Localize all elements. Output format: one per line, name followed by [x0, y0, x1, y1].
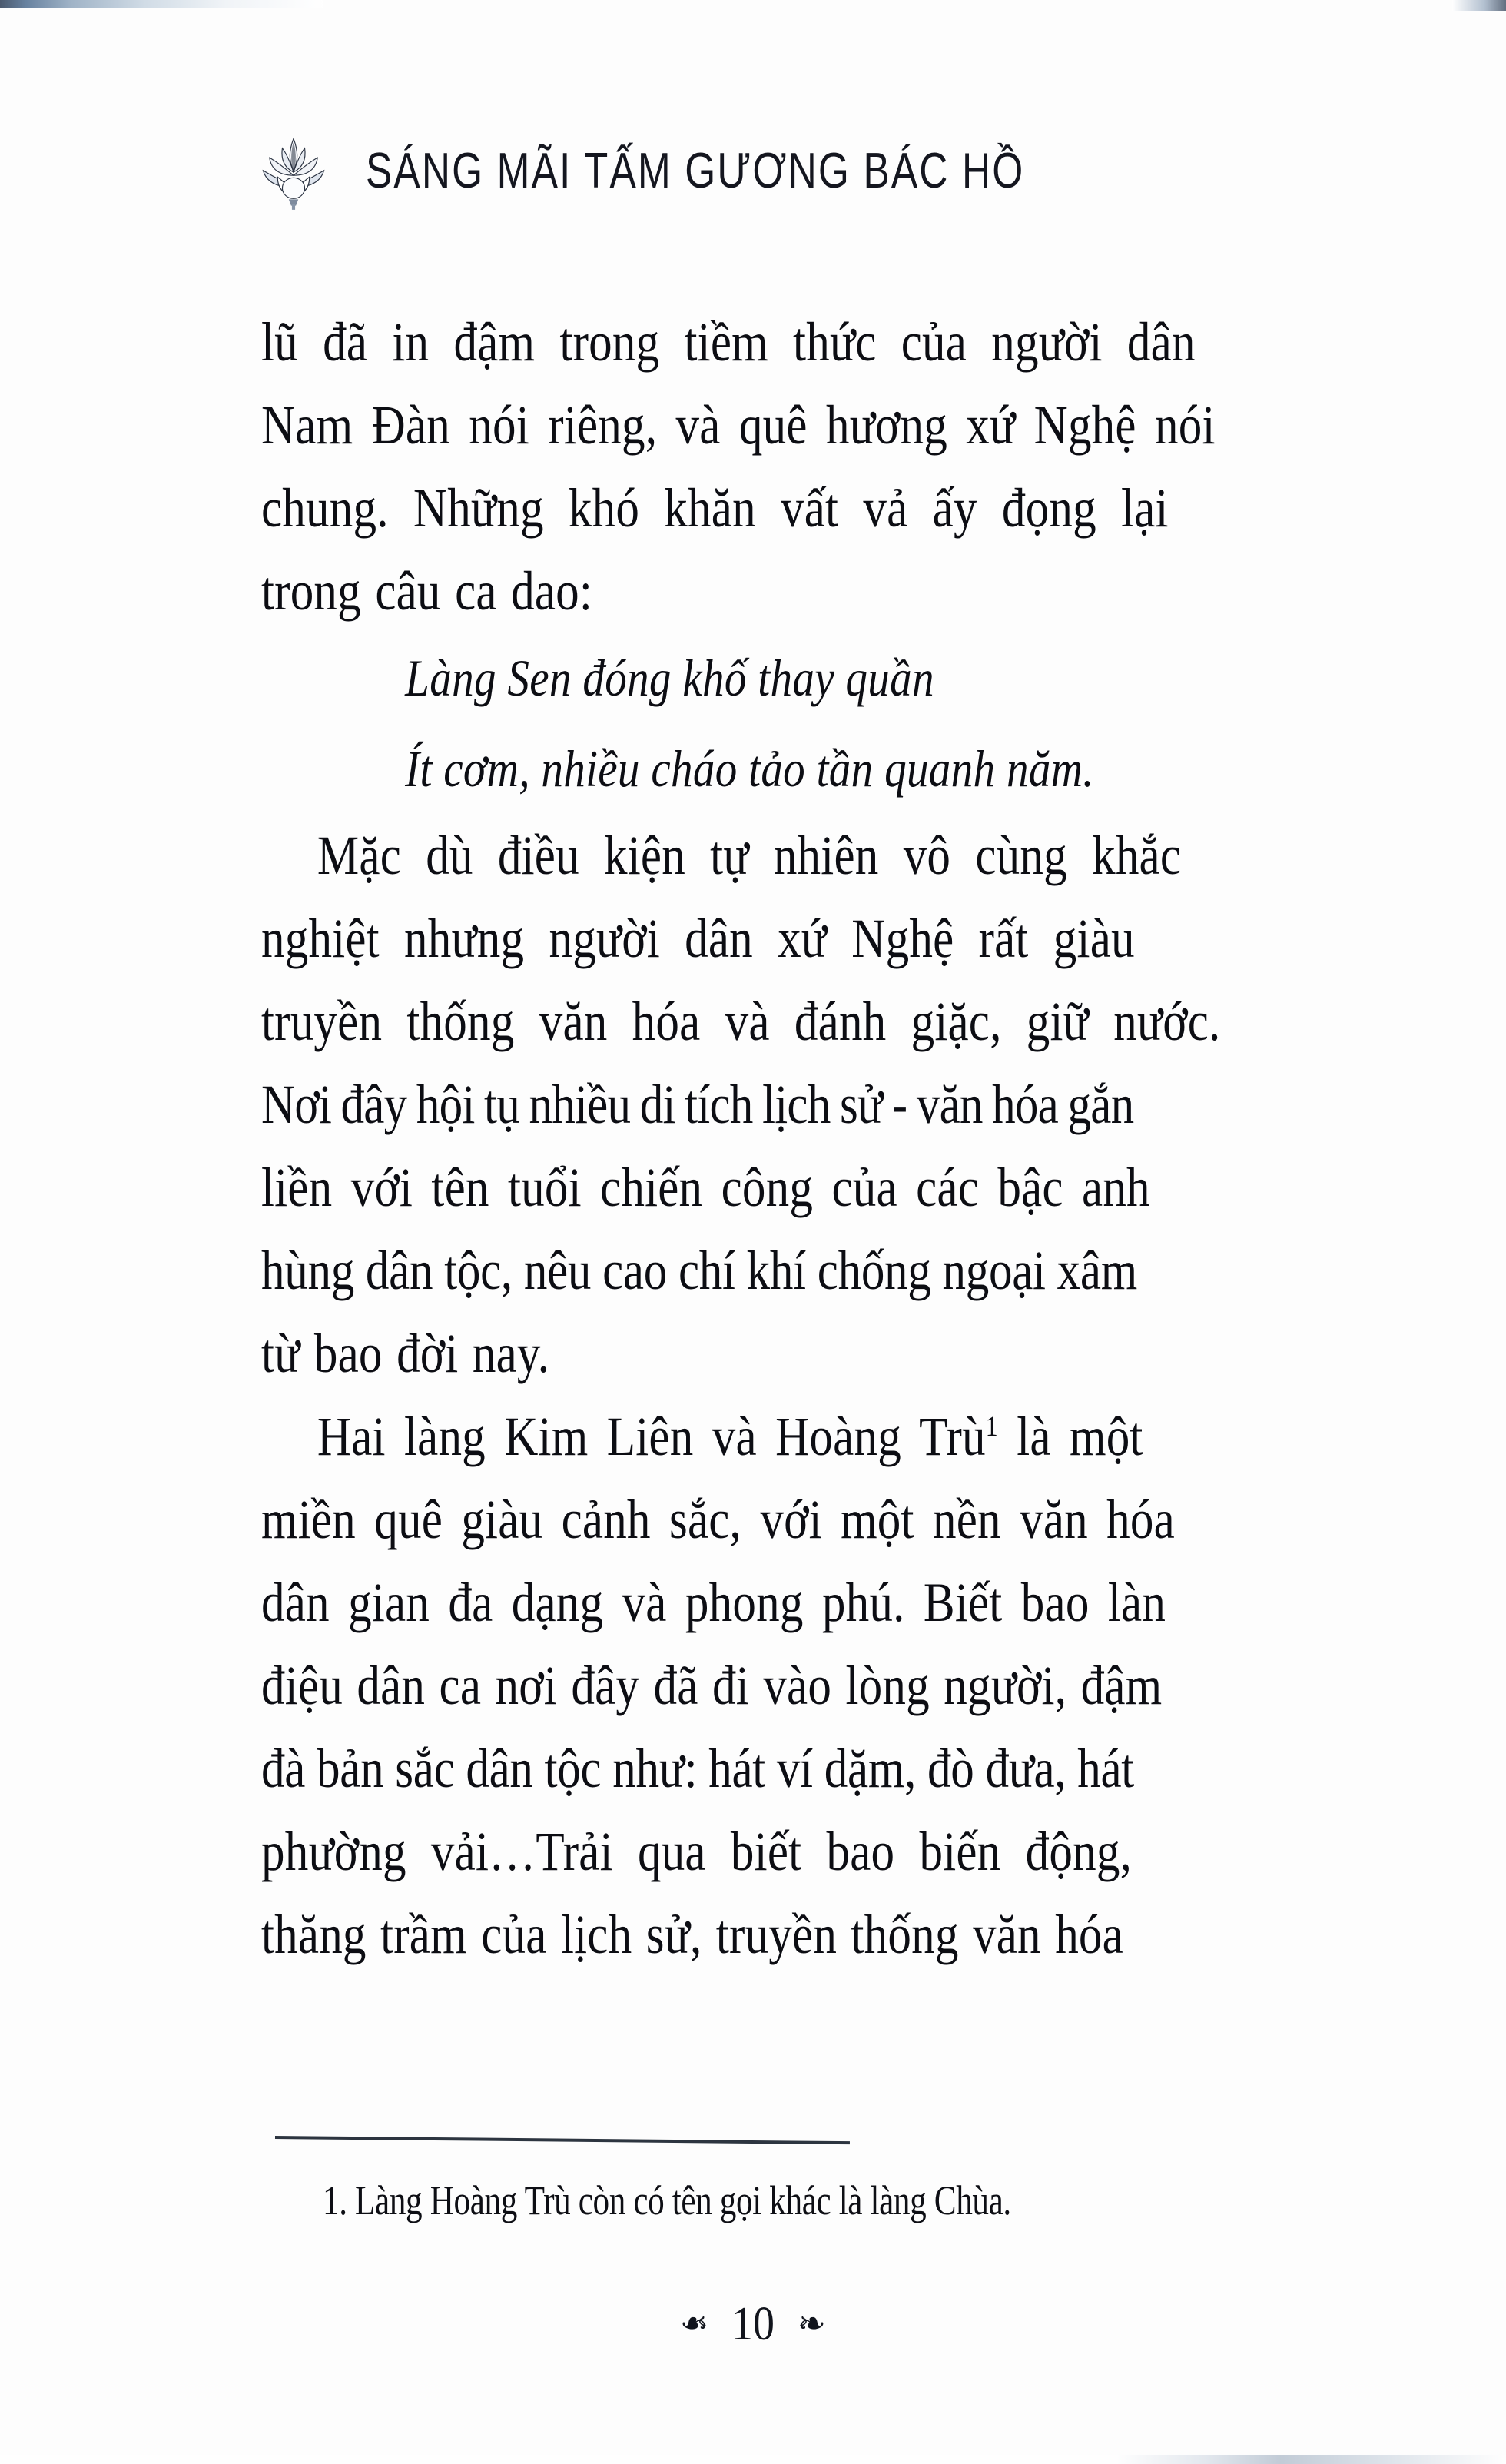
text-line: lũ đã in đậm trong tiềm thức của người dân [261, 312, 1196, 374]
page-number: 10 [731, 2297, 775, 2351]
text-segment: Hai làng Kim Liên và Hoàng Trù [317, 1406, 986, 1468]
scan-edge-artifact-top [0, 0, 323, 8]
text-line: Mặc dù điều kiện tự nhiên vô cùng khắc [317, 825, 1182, 887]
text-line: truyền thống văn hóa và đánh giặc, giữ nước. [261, 991, 1221, 1053]
text-line: hùng dân tộc, nêu cao chí khí chống ngoại xâm [261, 1240, 1137, 1302]
scan-edge-artifact-top-right [1452, 0, 1506, 11]
page-folio [0, 2297, 1506, 2351]
folio-ornament-right-icon: ❧ [798, 2304, 826, 2343]
folio-ornament-left-icon: ❧ [680, 2304, 708, 2343]
footnote-separator-rule [275, 2136, 850, 2144]
text-line: chung. Những khó khăn vất vả ấy đọng lại [261, 478, 1169, 540]
text-line-with-footnote-ref [261, 1389, 1246, 1485]
running-head [254, 132, 1045, 212]
text-line: Nơi đây hội tụ nhiều di tích lịch sử - văn hóa gắn [261, 1074, 1134, 1136]
text-line: phường vải…Trải qua biết bao biến động, [261, 1821, 1133, 1883]
poem-line: Làng Sen đóng khố thay quần [405, 649, 934, 708]
lotus-flower-icon [254, 132, 333, 212]
poem-line: Ít cơm, nhiều cháo tảo tần quanh năm. [405, 739, 1094, 799]
text-line: nghiệt nhưng người dân xứ Nghệ rất giàu [261, 908, 1135, 970]
text-line: đà bản sắc dân tộc như: hát ví dặm, đò đưa, hát [261, 1738, 1134, 1800]
text-line: liền với tên tuổi chiến công của các bậc anh [261, 1157, 1150, 1219]
scan-edge-artifact-bottom [0, 2455, 1506, 2464]
text-line: thăng trầm của lịch sử, truyền thống văn hóa [261, 1904, 1123, 1966]
footnote-reference-marker[interactable]: 1 [985, 1410, 998, 1443]
text-line: từ bao đời nay. [261, 1323, 550, 1385]
text-line: Nam Đàn nói riêng, và quê hương xứ Nghệ nói [261, 395, 1216, 457]
text-line: trong câu ca dao: [261, 561, 593, 623]
text-segment: là một [997, 1406, 1143, 1468]
page-text-block [261, 301, 1260, 1977]
footnote-text: 1. Làng Hoàng Trù còn có tên gọi khác là làng Chùa. [323, 2177, 1011, 2223]
text-line: dân gian đa dạng và phong phú. Biết bao làn [261, 1572, 1166, 1634]
text-line: miền quê giàu cảnh sắc, với một nền văn hóa [261, 1489, 1175, 1551]
text-line: điệu dân ca nơi đây đã đi vào lòng người, đậm [261, 1655, 1163, 1717]
running-head-title: SÁNG MÃI TẤM GƯƠNG BÁC HỒ [366, 143, 1025, 198]
